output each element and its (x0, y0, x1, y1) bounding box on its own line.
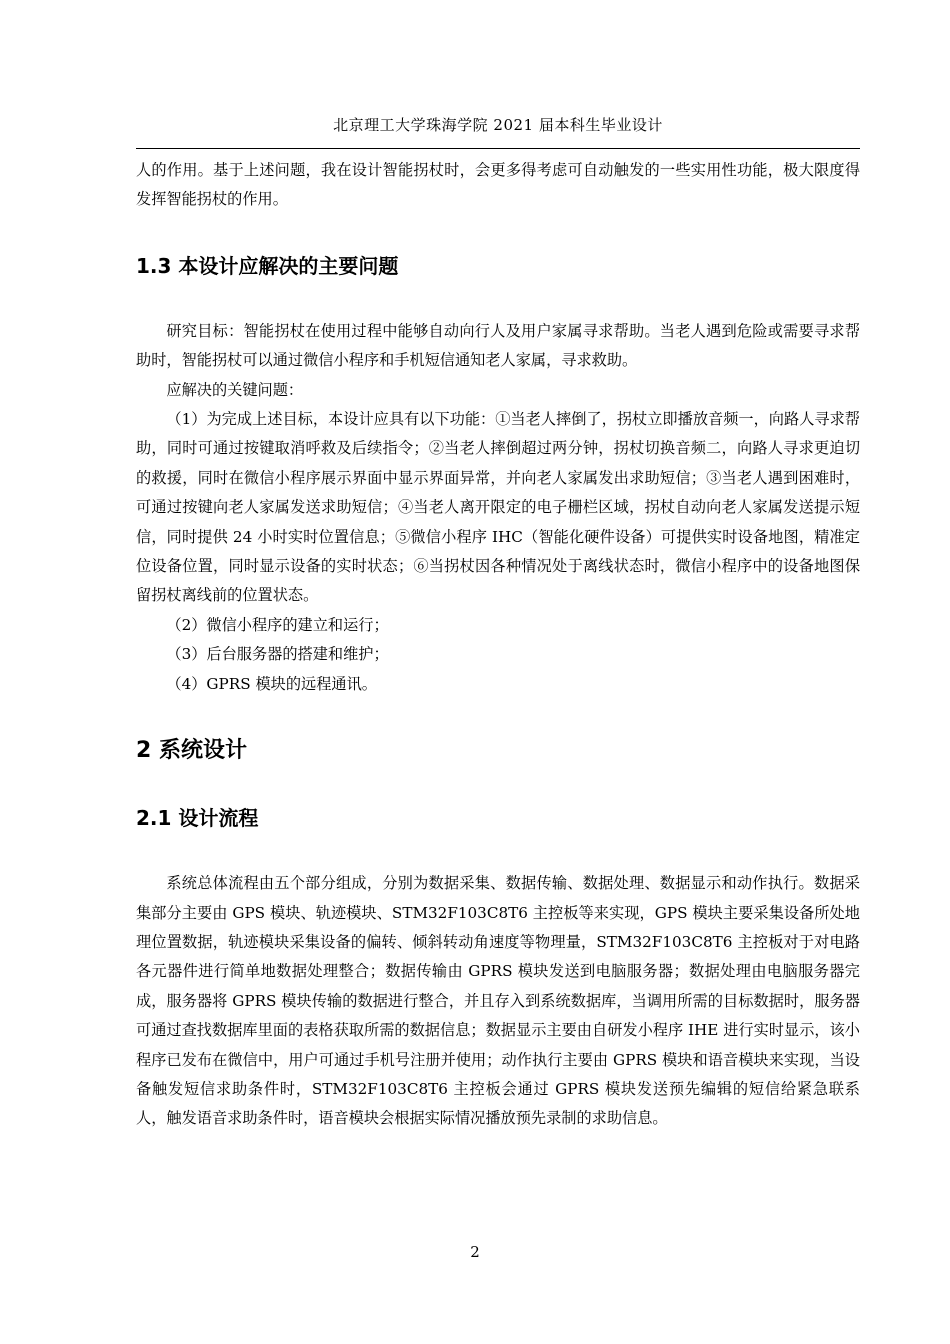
list-item-1: （1）为完成上述目标，本设计应具有以下功能：①当老人摔倒了，拐杖立即播放音频一，向路人寻求帮助，同时可通过按键取消呼救及后续指令；②当老人摔倒超过两分钟，拐杖切换音频二，向路人寻求更迫切的救援，同时在微信小程序展示界面中显示界面异常，并向老人家属发出求助短信；③当老人遇到困难时，可通过按键向老人家属发送求助短信；④当老人离开限定的电子栅栏区域，拐杖自动向老人家属发送提示短信，同时提供 24 小时实时位置信息；⑤微信小程序 IHC（智能化硬件设备）可提供实时设备地图，精准定位设备位置，同时显示设备的实时状态；⑥当拐杖因各种情况处于离线状态时，微信小程序中的设备地图保留拐杖离线前的位置状态。 (136, 410, 860, 605)
chapter-heading-2: 2 系统设计 (136, 738, 247, 764)
page-body (136, 156, 860, 1134)
page-number: 2 (470, 1243, 480, 1261)
list-item-4: （4）GPRS 模块的远程通讯。 (166, 674, 377, 693)
research-goal-paragraph: 研究目标：智能拐杖在使用过程中能够自动向行人及用户家属寻求帮助。当老人遇到危险或需要寻求帮助时，智能拐杖可以通过微信小程序和手机短信通知老人家属，寻求救助。 (136, 321, 860, 370)
page-header: 北京理工大学珠海学院 2021 届本科生毕业设计 (333, 116, 663, 134)
design-flow-paragraph: 系统总体流程由五个部分组成，分别为数据采集、数据传输、数据处理、数据显示和动作执行。数据采集部分主要由 GPS 模块、轨迹模块、STM32F103C8T6 主控板等来实现，GPS 模块主要采集设备所处地理位置数据，轨迹模块采集设备的偏转、倾斜转动角速度等物理量，STM32F103C8T6 主控板对于对电路各元器件进行简单地数据处理整合；数据传输由 GPRS 模块发送到电脑服务器；数据处理由电脑服务器完成，服务器将 GPRS 模块传输的数据进行整合，并且存入到系统数据库，当调用所需的目标数据时，服务器可通过查找数据库里面的表格获取所需的数据信息；数据显示主要由自研发小程序 IHE 进行实时显示，该小程序已发布在微信中，用户可通过手机号注册并使用；动作执行主要由 GPRS 模块和语音模块来实现，当设备触发短信求助条件时，STM32F103C8T6 主控板会通过 GPRS 模块发送预先编辑的短信给紧急联系人，触发语音求助条件时，语音模块会根据实际情况播放预先录制的求助信息。 (136, 874, 860, 1128)
list-item-2: （2）微信小程序的建立和运行； (166, 615, 389, 634)
section-heading-1-3: 1.3 本设计应解决的主要问题 (136, 253, 399, 278)
header-divider (136, 148, 860, 149)
intro-paragraph: 人的作用。基于上述问题，我在设计智能拐杖时，会更多得考虑可自动触发的一些实用性功能，极大限度得发挥智能拐杖的作用。 (136, 161, 860, 209)
list-item-3: （3）后台服务器的搭建和维护； (166, 645, 389, 664)
section-heading-2-1: 2.1 设计流程 (136, 806, 259, 831)
key-issues-label: 应解决的关键问题： (166, 380, 304, 399)
